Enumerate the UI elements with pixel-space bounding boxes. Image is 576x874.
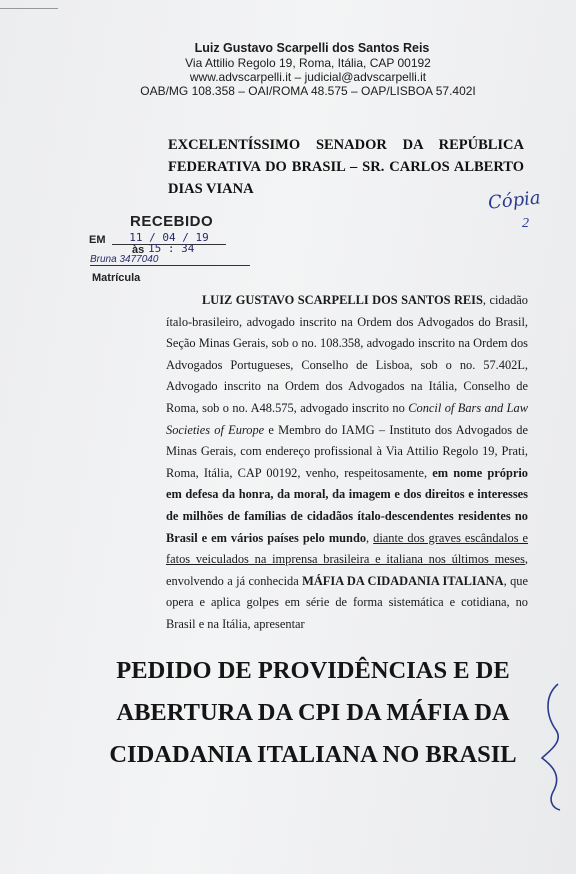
stamp-signature: Bruna 3477040	[90, 254, 250, 266]
paragraph-bold-mafia: MÁFIA DA CIDADANIA ITALIANA	[302, 573, 504, 588]
scan-edge-mark	[0, 0, 58, 9]
stamp-matricula-label: Matrícula	[92, 272, 141, 284]
addressee-line-1: EXCELENTÍSSIMO SENADOR DA REPÚBLICA	[168, 137, 524, 153]
title-line-3: CIDADANIA ITALIANA NO BRASIL	[109, 741, 517, 768]
title-line-2: ABERTURA DA CPI DA MÁFIA DA	[116, 699, 510, 726]
letterhead-name: Luiz Gustavo Scarpelli dos Santos Reis	[194, 41, 430, 55]
stamp-as-label: às	[132, 244, 145, 256]
handwritten-mark: 2	[522, 216, 529, 231]
petition-paragraph	[166, 290, 528, 636]
addressee-line-2: FEDERATIVA DO BRASIL – SR. CARLOS ALBERTO	[168, 159, 524, 175]
addressee-line-3: DIAS VIANA	[168, 181, 254, 197]
paragraph-text-d: , envolvendo a já conhecida	[166, 552, 528, 588]
letterhead-contact: www.advscarpelli.it – judicial@advscarpelli.it	[189, 70, 427, 84]
title-line-1: PEDIDO DE PROVIDÊNCIAS E DE	[116, 657, 510, 684]
paragraph-text-c: ,	[366, 530, 374, 545]
letterhead	[0, 40, 576, 98]
addressee-block	[168, 134, 524, 200]
paragraph-text-b: e Membro do IAMG – Instituto dos Advogados de Minas Gerais, com endereço profissional à Via Attilio Regolo 19, Prati, Roma, Itália, CAP 00192, venho, respeitosamente,	[166, 422, 528, 480]
stamp-date: 11 / 04 / 19	[112, 231, 226, 245]
stamp-time: 15 : 34	[148, 242, 195, 255]
handwritten-bracket-mark	[536, 682, 572, 812]
paragraph-text-e: , que opera e aplica golpes em série de forma sistemática e cotidiana, no Brasil e na Itália, apresentar	[166, 573, 528, 631]
letterhead-registrations: OAB/MG 108.358 – OAI/ROMA 48.575 – OAP/LISBOA 57.402I	[140, 84, 476, 98]
handwritten-copia-note: Cópia	[487, 187, 542, 214]
paragraph-underlined-facts: diante dos graves escândalos e fatos veiculados na imprensa brasileira e italiana nos últimos meses	[166, 530, 528, 567]
paragraph-italic-council: Concil of Bars and Law Societies of Europe	[166, 400, 528, 437]
paragraph-bold-defense: em nome próprio em defesa da honra, da moral, da imagem e dos direitos e interesses de milhões de famílias de cidadãos ítalo-descendentes residentes no Brasil e em vários países pelo mundo	[166, 465, 528, 545]
stamp-received-label: RECEBIDO	[130, 213, 214, 230]
letterhead-address: Via Attilio Regolo 19, Roma, Itália, CAP 00192	[185, 56, 431, 70]
petition-title	[93, 650, 533, 776]
paragraph-text-a: , cidadão ítalo-brasileiro, advogado inscrito na Ordem dos Advogados do Brasil, Seção Minas Gerais, sob o no. 108.358, advogado inscrito na Ordem dos Advogados Portugueses, Conselho de Lisboa, sob o no. 57.402L, Advogado inscrito na Ordem dos Advogados na Itália, Conselho de Roma, sob o no. A48.575, advogado inscrito no	[166, 293, 528, 415]
stamp-em-label: EM	[89, 234, 106, 246]
petitioner-name: LUIZ GUSTAVO SCARPELLI DOS SANTOS REIS	[202, 293, 483, 307]
